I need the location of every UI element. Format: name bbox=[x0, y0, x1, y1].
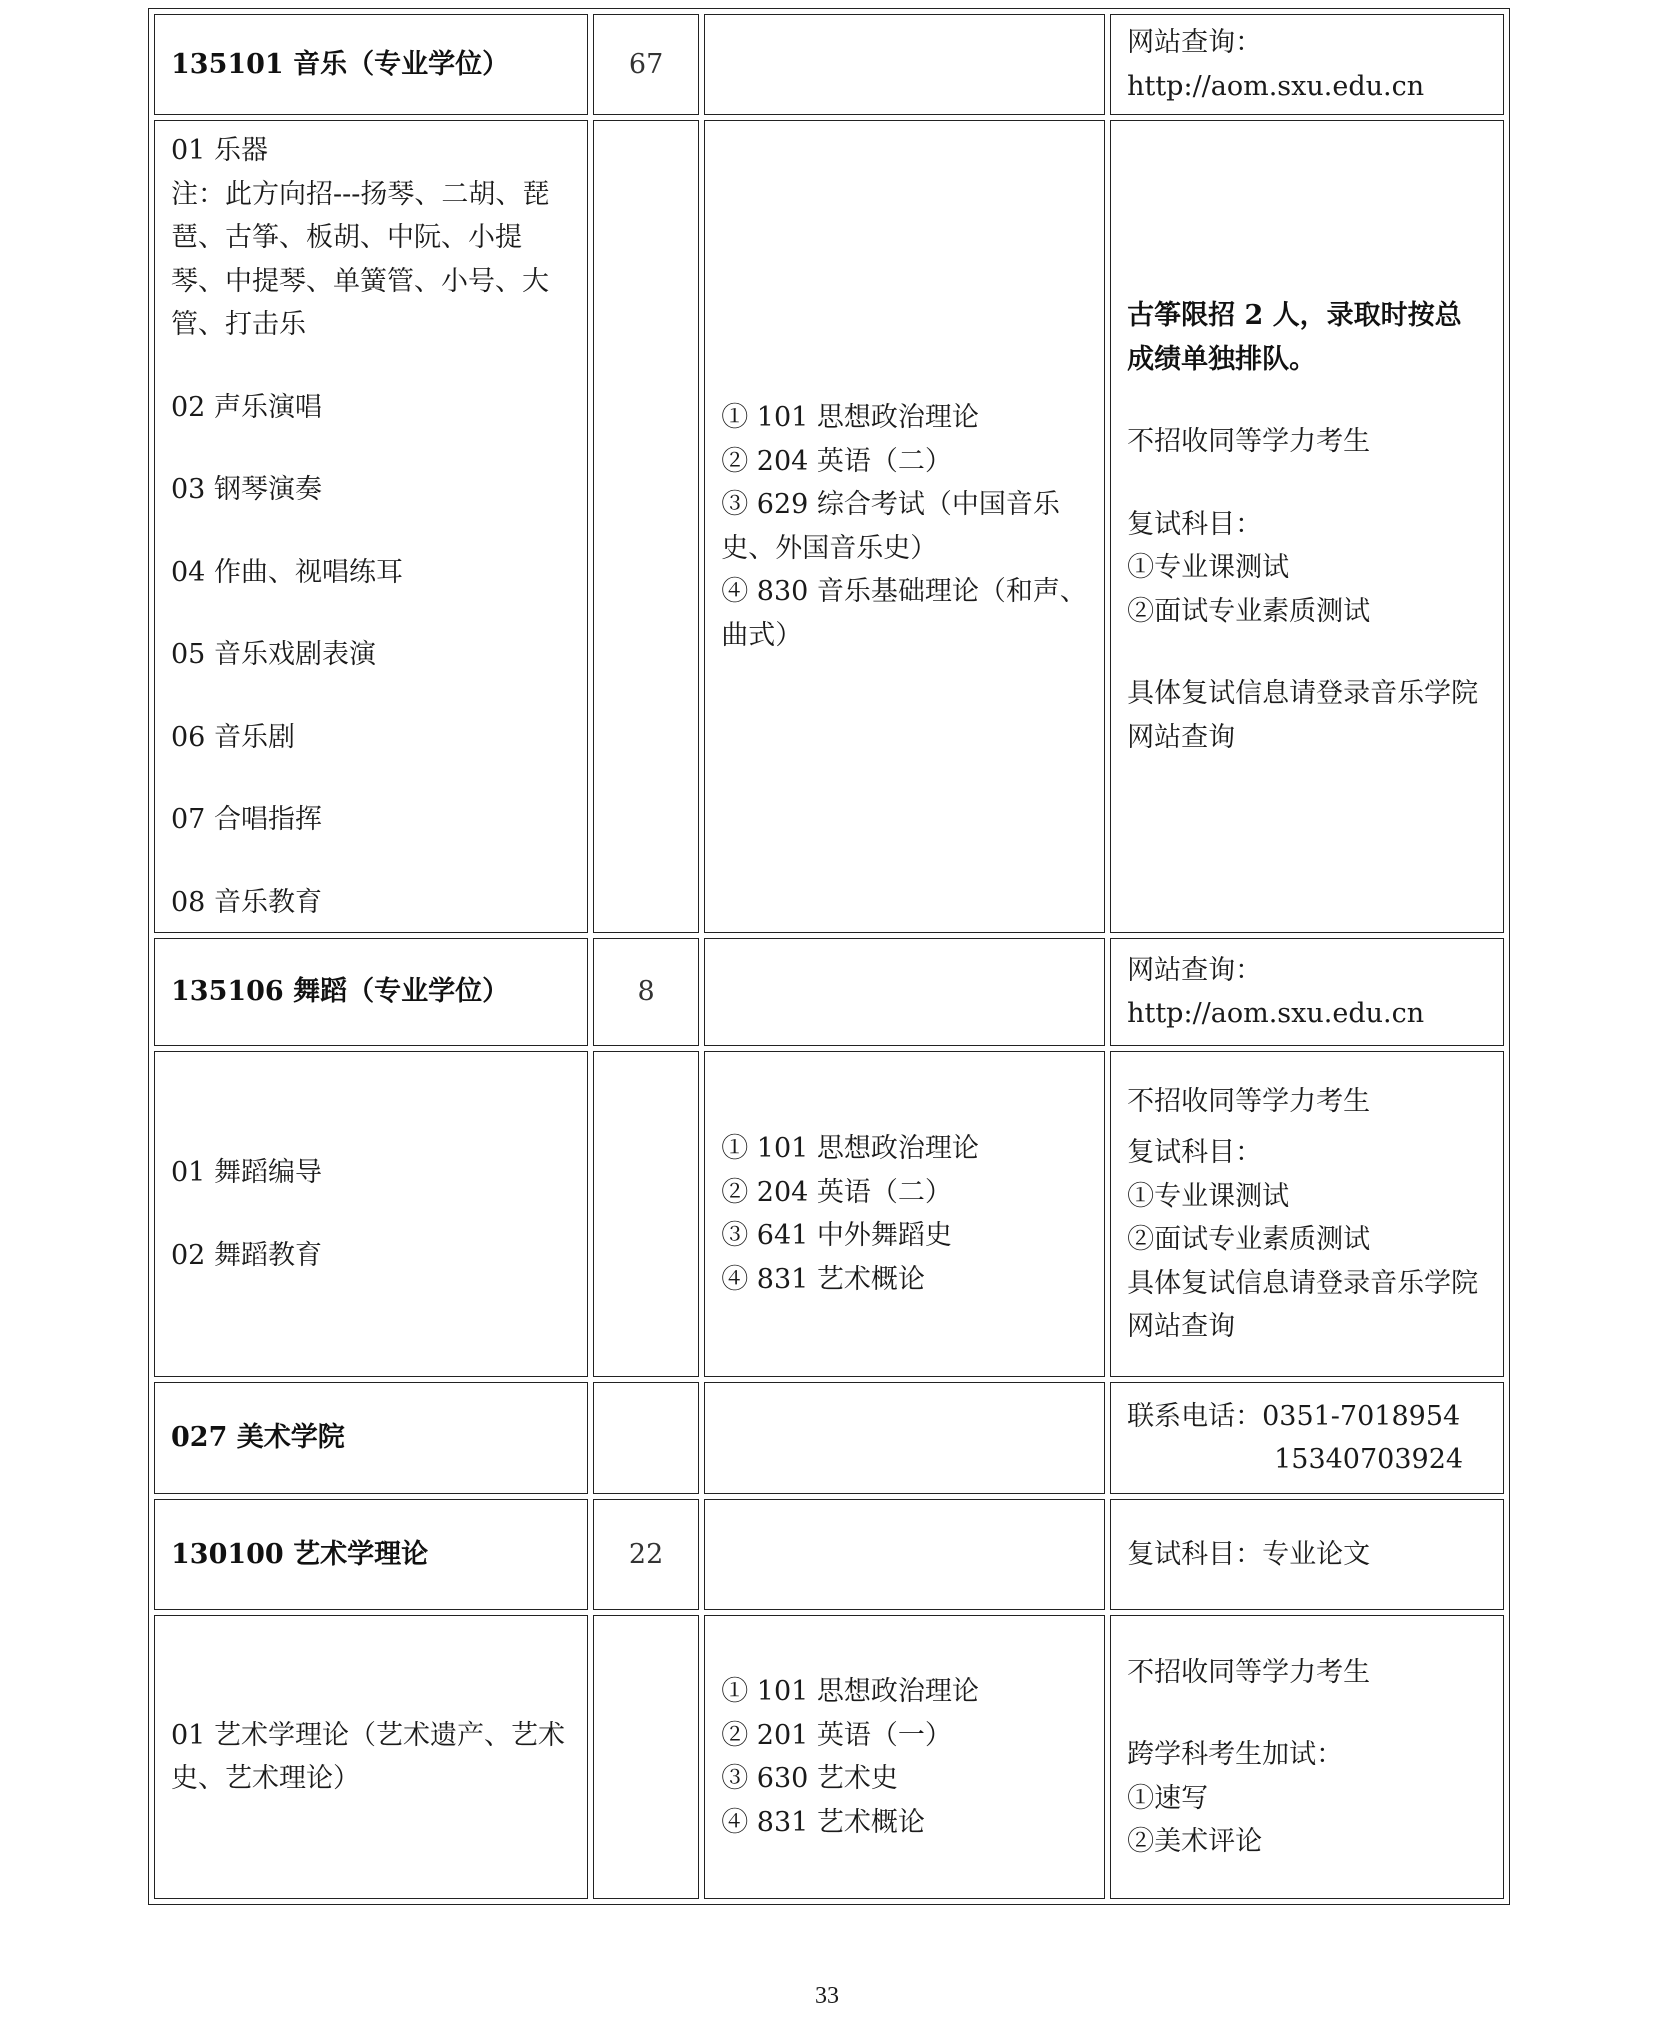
exam-subjects-cell bbox=[704, 1382, 1105, 1494]
exam-subject: ③ 629 综合考试（中国音乐史、外国音乐史） bbox=[721, 489, 1060, 564]
no-equivalent-note: 不招收同等学力考生 bbox=[1127, 1085, 1371, 1117]
retest-item: ①专业课测试 bbox=[1127, 1180, 1290, 1212]
direction-item: 01 舞蹈编导 bbox=[171, 1157, 322, 1188]
exam-subject: ④ 830 音乐基础理论（和声、曲式） bbox=[721, 576, 1087, 651]
direction-item: 01 乐器 bbox=[171, 135, 268, 166]
no-equivalent-note: 不招收同等学力考生 bbox=[1127, 426, 1371, 457]
exam-subject: ① 101 思想政治理论 bbox=[721, 1133, 979, 1164]
website-url: http://aom.sxu.edu.cn bbox=[1127, 70, 1425, 102]
direction-item: 06 音乐剧 bbox=[171, 721, 295, 753]
retest-item: ②面试专业素质测试 bbox=[1127, 1224, 1371, 1255]
exam-subject: ② 204 英语（二） bbox=[721, 445, 952, 477]
retest-note: 复试科目：专业论文 bbox=[1127, 1538, 1371, 1570]
enrollment-count bbox=[593, 1051, 699, 1377]
remarks-cell bbox=[1110, 1615, 1504, 1899]
major-name: 130100 艺术学理论 bbox=[154, 1499, 588, 1610]
phone-label: 联系电话： bbox=[1127, 1400, 1263, 1432]
exam-subject: ③ 630 艺术史 bbox=[721, 1763, 898, 1794]
direction-item: 08 音乐教育 bbox=[171, 886, 322, 918]
exam-subjects-cell bbox=[704, 1499, 1105, 1610]
enrollment-count: 8 bbox=[593, 938, 699, 1046]
table-row-major-130100 bbox=[154, 1499, 1504, 1610]
enrollment-count: 22 bbox=[593, 1499, 699, 1610]
retest-info: 具体复试信息请登录音乐学院网站查询 bbox=[1127, 678, 1479, 753]
direction-item: 02 舞蹈教育 bbox=[171, 1239, 322, 1271]
no-equivalent-note: 不招收同等学力考生 bbox=[1127, 1656, 1371, 1688]
remark-line: 网站查询： bbox=[1127, 954, 1263, 986]
table-row-music-directions bbox=[154, 120, 1504, 933]
phone-line bbox=[1127, 1395, 1487, 1439]
direction-item: 02 声乐演唱 bbox=[171, 391, 322, 423]
admissions-table bbox=[148, 8, 1510, 1905]
exam-subject: ② 204 英语（二） bbox=[721, 1176, 952, 1208]
enrollment-count bbox=[593, 1382, 699, 1494]
cross-discipline-item: ②美术评论 bbox=[1127, 1826, 1263, 1857]
college-name: 027 美术学院 bbox=[154, 1382, 588, 1494]
exam-subject: ④ 831 艺术概论 bbox=[721, 1806, 925, 1838]
website-url: http://aom.sxu.edu.cn bbox=[1127, 998, 1425, 1029]
table-row-dance-directions bbox=[154, 1051, 1504, 1377]
retest-item: ①专业课测试 bbox=[1127, 552, 1290, 583]
exam-subject: ③ 641 中外舞蹈史 bbox=[721, 1220, 952, 1251]
table-row-art-theory-directions bbox=[154, 1615, 1504, 1899]
cross-discipline-item: ①速写 bbox=[1127, 1782, 1209, 1814]
page-number: 33 bbox=[815, 1983, 839, 2009]
exam-subjects-cell bbox=[704, 938, 1105, 1046]
research-directions-cell bbox=[154, 1615, 588, 1899]
quota-note: 古筝限招 2 人，录取时按总成绩单独排队。 bbox=[1127, 300, 1462, 375]
phone-number: 0351-7018954 bbox=[1262, 1400, 1461, 1432]
table-row-major-135106 bbox=[154, 938, 1504, 1046]
research-directions-cell bbox=[154, 1051, 588, 1377]
retest-title: 复试科目： bbox=[1127, 1137, 1263, 1168]
exam-subjects-cell bbox=[704, 1615, 1105, 1899]
direction-item: 05 音乐戏剧表演 bbox=[171, 639, 376, 670]
direction-note: 注：此方向招---扬琴、二胡、琵琶、古筝、板胡、中阮、小提琴、中提琴、单簧管、小号、大管、打击乐 bbox=[171, 178, 550, 340]
exam-subject: ① 101 思想政治理论 bbox=[721, 1676, 979, 1707]
remarks-cell bbox=[1110, 120, 1504, 933]
exam-subject: ② 201 英语（一） bbox=[721, 1719, 952, 1751]
direction-item: 01 艺术学理论（艺术遗产、艺术史、艺术理论） bbox=[171, 1719, 565, 1794]
major-name: 135101 音乐（专业学位） bbox=[154, 14, 588, 115]
table-row-college-027 bbox=[154, 1382, 1504, 1494]
phone-number: 15340703924 bbox=[1274, 1444, 1464, 1475]
direction-item: 07 合唱指挥 bbox=[171, 804, 322, 835]
remarks-cell bbox=[1110, 14, 1504, 115]
remarks-cell bbox=[1110, 1499, 1504, 1610]
remarks-cell bbox=[1110, 1051, 1504, 1377]
exam-subject: ① 101 思想政治理论 bbox=[721, 402, 979, 433]
enrollment-count bbox=[593, 1615, 699, 1899]
retest-title: 复试科目： bbox=[1127, 508, 1263, 540]
cross-discipline-title: 跨学科考生加试： bbox=[1127, 1739, 1344, 1770]
exam-subject: ④ 831 艺术概论 bbox=[721, 1263, 925, 1295]
direction-item: 04 作曲、视唱练耳 bbox=[171, 556, 403, 588]
major-name: 135106 舞蹈（专业学位） bbox=[154, 938, 588, 1046]
remarks-cell bbox=[1110, 938, 1504, 1046]
exam-subjects-cell bbox=[704, 120, 1105, 933]
exam-subjects-cell bbox=[704, 14, 1105, 115]
contact-cell bbox=[1110, 1382, 1504, 1494]
table-row-major-135101 bbox=[154, 14, 1504, 115]
enrollment-count: 67 bbox=[593, 14, 699, 115]
retest-item: ②面试专业素质测试 bbox=[1127, 595, 1371, 627]
exam-subjects-cell bbox=[704, 1051, 1105, 1377]
research-directions-cell bbox=[154, 120, 588, 933]
enrollment-count bbox=[593, 120, 699, 933]
remark-line: 网站查询： bbox=[1127, 27, 1263, 58]
direction-item: 03 钢琴演奏 bbox=[171, 474, 322, 505]
retest-info: 具体复试信息请登录音乐学院网站查询 bbox=[1127, 1267, 1479, 1342]
